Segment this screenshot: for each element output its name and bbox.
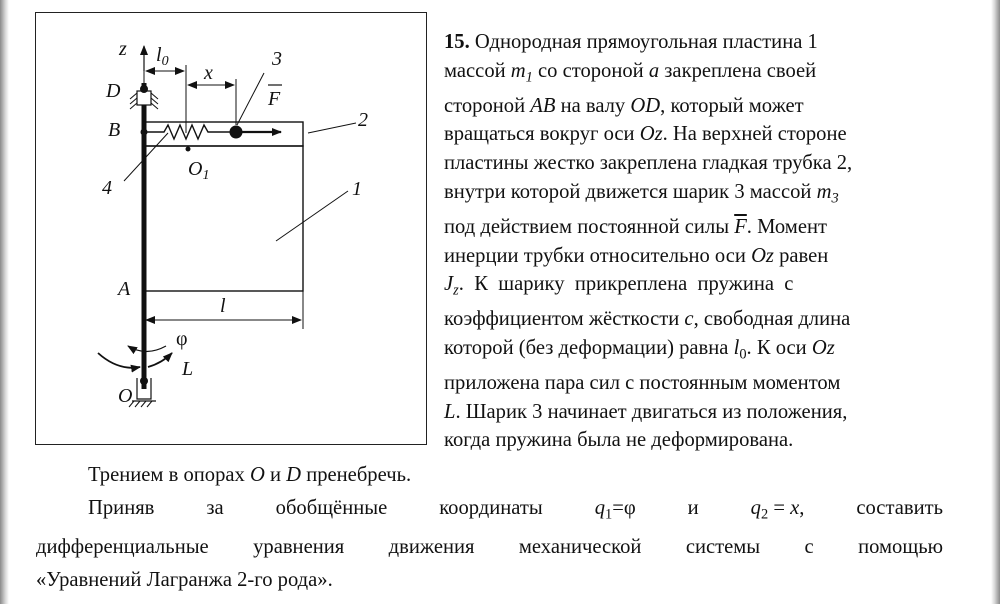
moment-l-arrow-left [98, 353, 140, 368]
lagrange-line: «Уравнений Лагранжа 2-го рода». [36, 569, 333, 592]
equations-line: дифференциальные уравнения движения механической системы с помощью [36, 536, 943, 559]
x-dimension [188, 79, 236, 125]
problem-line: 15. Однородная прямоугольная пластина 1 [444, 31, 818, 53]
label-a: A [118, 278, 131, 300]
label-d: D [106, 80, 121, 102]
right-window-border [991, 0, 1000, 604]
label-b: B [108, 119, 121, 141]
problem-statement [444, 28, 959, 455]
problem-line: приложена пара сил с постоянным моментом [444, 371, 841, 394]
label-l: l [220, 295, 226, 317]
spring [144, 125, 236, 139]
problem-line: пластины жестко закреплена гладкая трубка 2, [444, 152, 853, 175]
label-x: x [204, 62, 213, 84]
mechanism-drawing [36, 13, 428, 446]
problem-line: L. Шарик 3 начинает двигаться из положения, [444, 400, 848, 423]
plate-1 [144, 146, 303, 291]
problem-line: вращаться вокруг оси Oz. На верхней стороне [444, 123, 847, 146]
q2-formula: $q_2 = x$, [750, 497, 805, 523]
problem-line: массой $m_1$ со стороной a закреплена своей [444, 59, 817, 86]
bearing-d [130, 85, 158, 109]
problem-line: стороной AB на валу OD, который может [444, 94, 804, 117]
label-1: 1 [352, 178, 362, 200]
label-2: 2 [358, 109, 368, 131]
bearing-o [129, 377, 156, 407]
coordinates-line: Приняв за обобщённые координаты $q_1=\varphi$ и $q_2 = x$, составить [36, 492, 943, 531]
problem-line: под действием постоянной силы $\overline{F}$. Момент [444, 215, 827, 238]
leader-1 [276, 191, 348, 241]
leader-3 [237, 73, 264, 125]
friction-line: Трением в опорах O и D пренебречь. [88, 464, 412, 486]
task-statement [36, 459, 943, 597]
mechanism-figure [35, 12, 427, 445]
moment-l-arrow-right [148, 353, 172, 367]
label-l0: $l_0$ [156, 44, 169, 70]
point-o1 [186, 147, 191, 152]
label-o: O [118, 385, 133, 407]
left-window-border [0, 0, 9, 604]
problem-line: когда пружина была не деформирована. [444, 429, 794, 452]
q1-formula: $q_1=\varphi$ [594, 497, 636, 523]
problem-line: которой (без деформации) равна $l_0$. К оси Oz [444, 336, 835, 363]
ball-3 [230, 126, 243, 139]
label-phi: φ [176, 328, 188, 350]
label-f: F [268, 88, 281, 110]
label-4: 4 [102, 177, 112, 199]
problem-number: 15. [444, 31, 470, 53]
problem-line: инерции трубки относительно оси Oz равен [444, 244, 829, 267]
label-moment-l: L [182, 358, 194, 380]
label-o1: $O_1$ [188, 158, 210, 184]
leader-2 [308, 123, 356, 133]
phi-arrow [128, 346, 166, 352]
problem-line: коэффициентом жёсткости c, свободная длина [444, 308, 851, 331]
label-z: z [119, 38, 127, 60]
label-3: 3 [272, 48, 282, 70]
problem-line: $J_z$. К шарику прикреплена пружина с [444, 273, 794, 299]
problem-line: внутри которой движется шарик 3 массой $m_3$ [444, 180, 839, 207]
